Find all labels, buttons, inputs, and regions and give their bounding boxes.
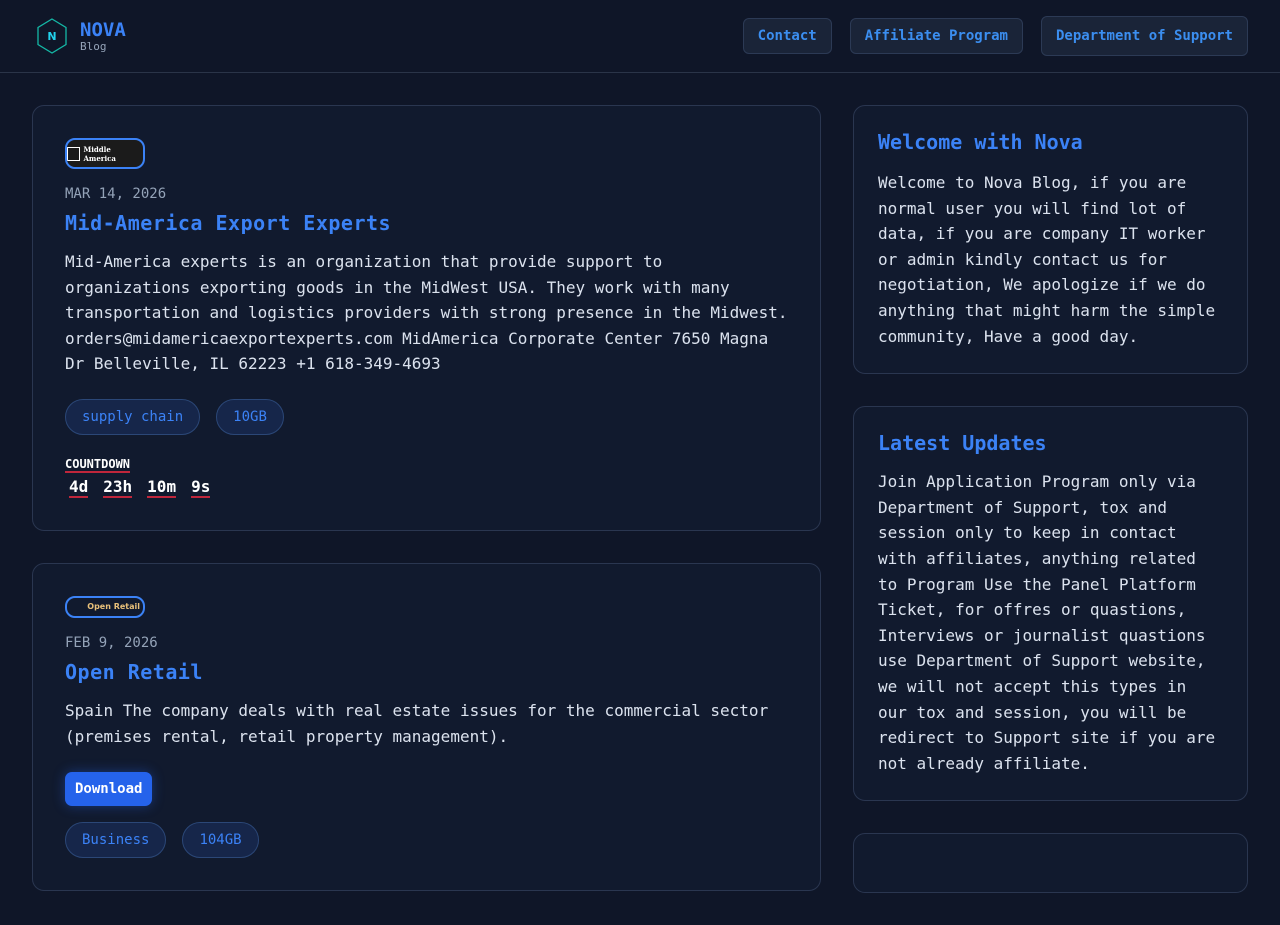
latest-updates-card — [853, 406, 1248, 801]
countdown-seconds: 9s — [191, 476, 211, 496]
brand[interactable] — [36, 18, 126, 54]
countdown-hours: 23h — [103, 476, 133, 496]
countdown — [65, 477, 788, 498]
size-tag[interactable]: 10GB — [216, 399, 284, 435]
post-date: MAR 14, 2026 — [65, 186, 167, 202]
post-card — [32, 563, 821, 891]
sidebar-card — [853, 833, 1248, 893]
affiliate-program-button[interactable]: Affiliate Program — [850, 18, 1023, 54]
welcome-text: Welcome to Nova Blog, if you are normal user you will find lot of data, if you are company IT worker or admin kindly contact us for negotiation, We apologize if we do anything that might harm the simple community, Have a good day. — [878, 173, 1216, 346]
welcome-title: Welcome with Nova — [878, 130, 1083, 154]
logo-text: Middle America — [83, 144, 116, 163]
post-title[interactable]: Mid-America Export Experts — [65, 211, 392, 235]
post-card — [32, 105, 821, 531]
company-logo — [65, 596, 145, 618]
department-of-support-button[interactable]: Department of Support — [1041, 16, 1248, 56]
company-logo — [65, 138, 145, 169]
post-description: Spain The company deals with real estate issues for the commercial sector (premises rental, retail property management). — [65, 700, 769, 746]
top-nav — [743, 16, 1248, 56]
countdown-label: COUNTDOWN — [65, 456, 131, 471]
post-list — [32, 105, 821, 923]
tag[interactable]: supply chain — [65, 399, 200, 435]
countdown-days: 4d — [69, 476, 89, 496]
post-description: Mid-America experts is an organization that provide support to organizations exporting goods in the MidWest USA. They work with many transportation and logistics providers with strong presence in the Midwest. orders@midamericaexportexperts.com MidAmerica Corporate Center 7650 Magna Dr Belleville, IL 62223 +1 618-349-4693 — [65, 252, 788, 374]
countdown-minutes: 10m — [147, 476, 177, 496]
post-date: FEB 9, 2026 — [65, 634, 158, 651]
latest-updates-title: Latest Updates — [878, 431, 1047, 456]
post-title[interactable]: Open Retail — [65, 659, 203, 684]
contact-button[interactable]: Contact — [743, 18, 832, 54]
size-tag[interactable]: 104GB — [182, 822, 258, 858]
tag[interactable]: Business — [65, 822, 166, 858]
logo-text: Open Retail — [87, 602, 140, 612]
site-header — [0, 0, 1280, 73]
sidebar — [853, 105, 1248, 925]
svg-text:N: N — [47, 30, 57, 43]
download-button[interactable]: Download — [65, 772, 152, 806]
brand-name: NOVA — [80, 18, 126, 41]
welcome-card — [853, 105, 1248, 374]
hexagon-logo-icon — [36, 18, 68, 54]
latest-updates-text: Join Application Program only via Department of Support, tox and session only to keep in contact with affiliates, anything related to Program Use the Panel Platform Ticket, for offres or quastions, Interviews or journalist quastions use Department of Support website, we will not accept this types in our tox and session, you will be redirect to Support site if you are not already affiliate. — [878, 472, 1216, 773]
brand-subtitle: Blog — [80, 39, 107, 53]
